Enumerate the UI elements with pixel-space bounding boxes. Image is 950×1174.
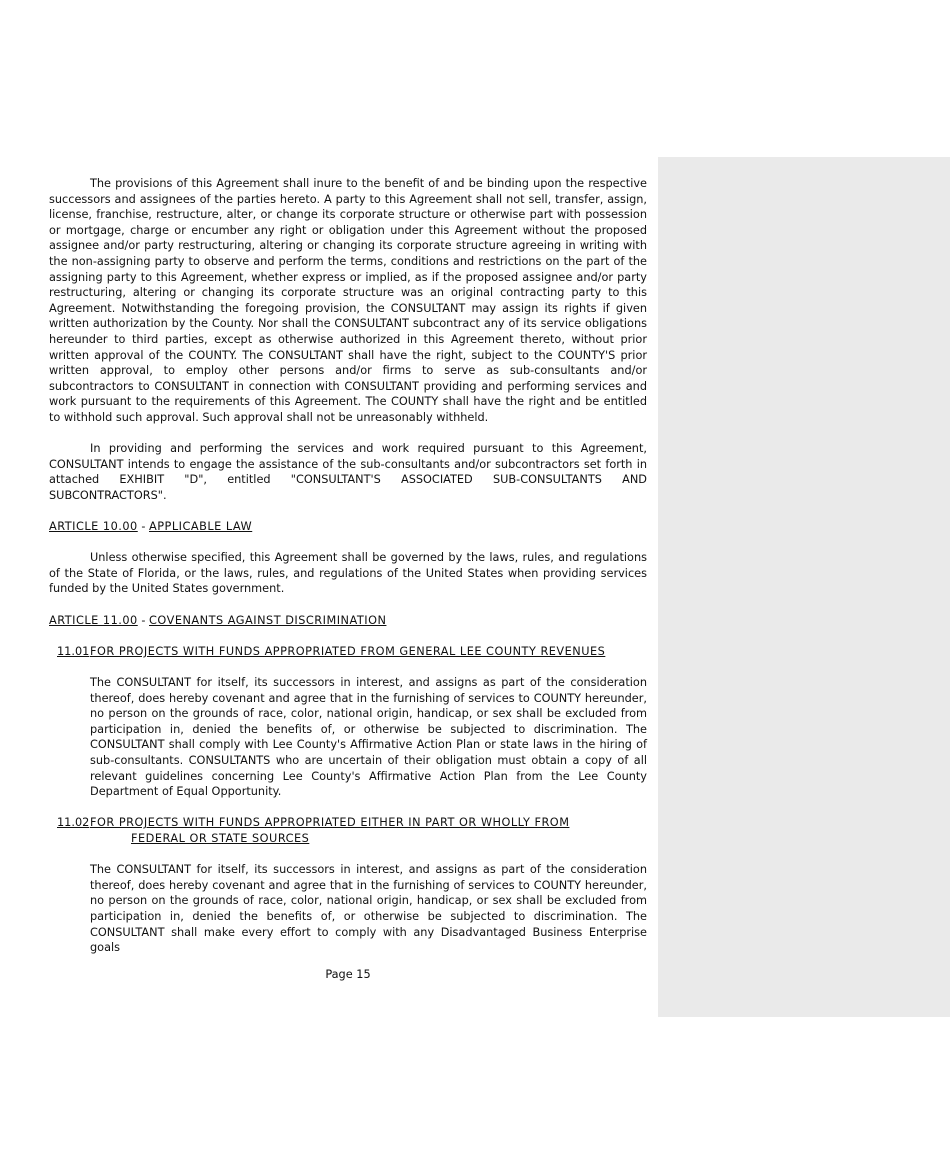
- section-11-01-body: The CONSULTANT for itself, its successors in interest, and assigns as part of the consideration thereof, does hereby covenant and agree that in the furnishing of services to COUNTY hereunder, no person on the grounds of race, color, national origin, handicap, or sex shall be excluded from participation in, denied the benefits of, or otherwise be subjected to discrimination. The CONSULTANT shall comply with Lee County's Affirmative Action Plan or state laws in the hiring of sub-consultants. CONSULTANTS who are uncertain of their obligation must obtain a copy of all relevant guidelines concerning Lee County's Affirmative Action Plan from the Lee County Department of Equal Opportunity.: [90, 676, 647, 799]
- article-10-title: APPLICABLE LAW: [149, 520, 253, 534]
- article-11-heading: [49, 613, 647, 629]
- article-10-body: Unless otherwise specified, this Agreement shall be governed by the laws, rules, and regulations of the State of Florida, or the laws, rules, and regulations of the United States when providing services funded by the United States government.: [49, 551, 647, 596]
- article-10-heading: [49, 519, 647, 535]
- section-11-02-number: 11.02: [57, 816, 90, 830]
- section-11-01-number: 11.01: [57, 644, 90, 658]
- article-11-number: ARTICLE 11.00: [49, 613, 138, 627]
- section-11-01-heading: [49, 644, 647, 660]
- page-number: Page 15: [325, 968, 371, 981]
- section-11-02-title-line1: FOR PROJECTS WITH FUNDS APPROPRIATED EITHER IN PART OR WHOLLY FROM: [90, 816, 570, 830]
- article-10-number: ARTICLE 10.00: [49, 520, 138, 534]
- section-11-01-title: FOR PROJECTS WITH FUNDS APPROPRIATED FROM GENERAL LEE COUNTY REVENUES: [90, 644, 606, 658]
- comment-margin-pane: [658, 157, 950, 1017]
- section-11-02-title-line2: FEDERAL OR STATE SOURCES: [131, 831, 310, 845]
- document-page: [49, 176, 647, 956]
- section-11-02-title: [90, 815, 647, 846]
- paragraph-assignment: The provisions of this Agreement shall inure to the benefit of and be binding upon the respective successors and assignees of the parties hereto. A party to this Agreement shall not sell, transfer, assign, license, franchise, restructure, alter, or change its corporate structure or otherwise part with possession or mortgage, charge or encumber any right or obligation under this Agreement without the proposed assignee and/or party restructuring, altering or changing its corporate structure agreeing in writing with the non-assigning party to observe and perform the terms, conditions and restrictions on the part of the assigning party to this Agreement, whether express or implied, as if the proposed assignee and/or party restructuring, altering or changing its corporate structure was an original contracting party to this Agreement. Notwithstanding the foregoing provision, the CONSULTANT may assign its rights if given written authorization by the County. Nor shall the CONSULTANT subcontract any of its service obligations hereunder to third parties, except as otherwise authorized in this Agreement thereto, without prior written approval of the COUNTY. The CONSULTANT shall have the right, subject to the COUNTY'S prior written approval, to employ other persons and/or firms to serve as sub-consultants and/or subcontractors to CONSULTANT in connection with CONSULTANT providing and performing services and work pursuant to the requirements of this Agreement. The COUNTY shall have the right and be entitled to withhold such approval. Such approval shall not be unreasonably withheld.: [49, 177, 647, 424]
- article-11-title: COVENANTS AGAINST DISCRIMINATION: [149, 613, 387, 627]
- article-11-separator: -: [137, 613, 150, 627]
- section-11-02-body: The CONSULTANT for itself, its successors in interest, and assigns as part of the consideration thereof, does hereby covenant and agree that in the furnishing of services to COUNTY hereunder, no person on the grounds of race, color, national origin, handicap, or sex shall be excluded from participation in, denied the benefits of, or otherwise be subjected to discrimination. The CONSULTANT shall make every effort to comply with any Disadvantaged Business Enterprise goals: [90, 863, 647, 955]
- section-11-02-heading: [49, 815, 647, 846]
- article-10-separator: -: [137, 520, 150, 534]
- paragraph-subconsultants: In providing and performing the services and work required pursuant to this Agreement, CONSULTANT intends to engage the assistance of the sub-consultants and/or subcontractors set forth in attached EXHIBIT "D", entitled "CONSULTANT'S ASSOCIATED SUB-CONSULTANTS AND SUBCONTRACTORS".: [49, 442, 647, 502]
